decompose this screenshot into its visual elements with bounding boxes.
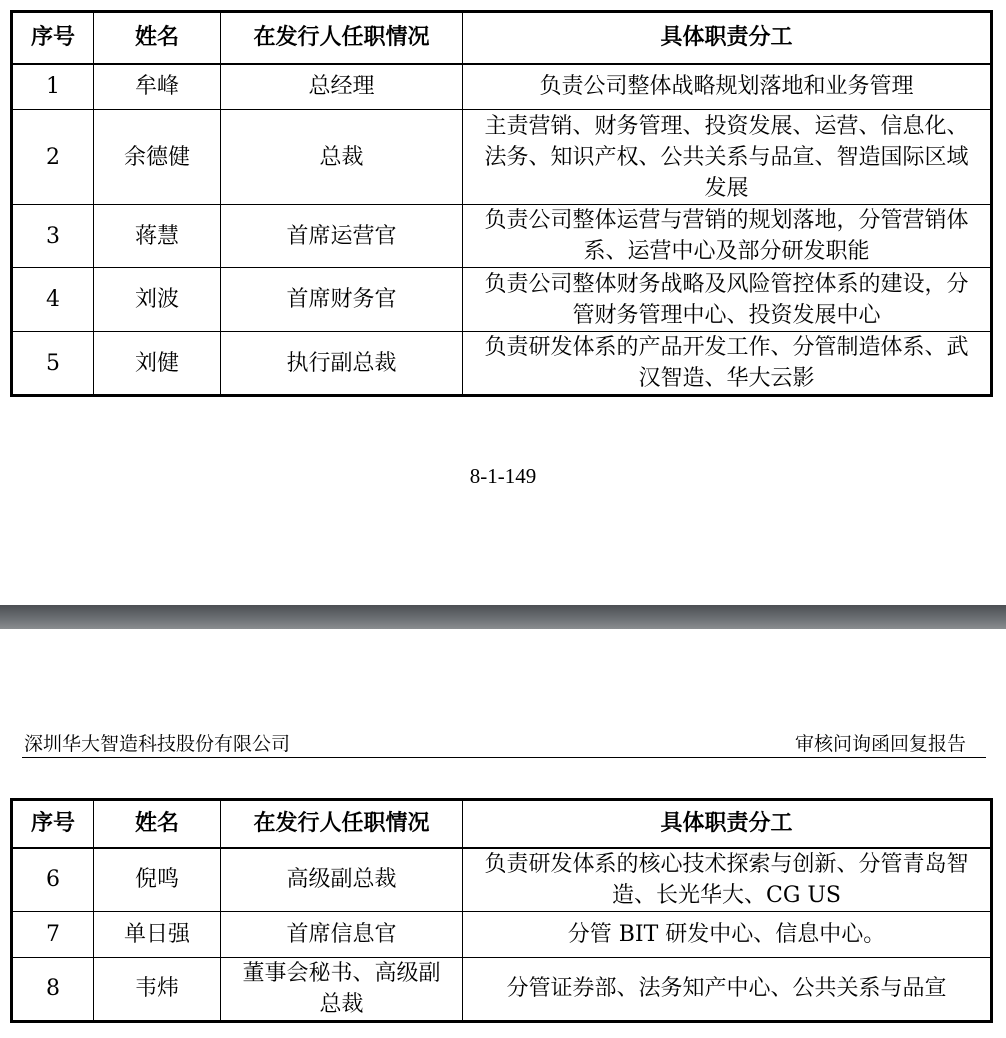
management-duties-table-bottom bbox=[10, 798, 993, 1023]
row-name: 余德健 bbox=[94, 110, 221, 205]
table-row bbox=[12, 205, 992, 268]
row-duties: 负责公司整体财务战略及风险管控体系的建设，分管财务管理中心、投资发展中心 bbox=[463, 268, 992, 332]
header-divider bbox=[22, 757, 986, 758]
row-position: 首席运营官 bbox=[221, 205, 463, 268]
row-duties: 分管证券部、法务知产中心、公共关系与品宣 bbox=[463, 957, 992, 1021]
row-position: 总裁 bbox=[221, 110, 463, 205]
row-duties: 负责研发体系的产品开发工作、分管制造体系、武汉智造、华大云影 bbox=[463, 332, 992, 396]
table-header-row bbox=[12, 800, 992, 848]
table-row bbox=[12, 848, 992, 912]
row-position: 高级副总裁 bbox=[221, 848, 463, 912]
table-row bbox=[12, 268, 992, 332]
header-duties: 具体职责分工 bbox=[463, 800, 992, 848]
row-position: 董事会秘书、高级副总裁 bbox=[221, 957, 463, 1021]
header-duties: 具体职责分工 bbox=[463, 12, 992, 64]
report-title: 审核问询函回复报告 bbox=[794, 733, 966, 755]
table-row bbox=[12, 911, 992, 957]
row-position: 总经理 bbox=[221, 64, 463, 110]
header-name: 姓名 bbox=[94, 12, 221, 64]
table-row bbox=[12, 110, 992, 205]
row-name: 倪鸣 bbox=[94, 848, 221, 912]
header-position: 在发行人任职情况 bbox=[221, 12, 463, 64]
row-index: 6 bbox=[12, 848, 94, 912]
row-name: 韦炜 bbox=[94, 957, 221, 1021]
row-name: 单日强 bbox=[94, 911, 221, 957]
page-separator bbox=[0, 605, 1006, 629]
row-index: 1 bbox=[12, 64, 94, 110]
header-name: 姓名 bbox=[94, 800, 221, 848]
row-index: 8 bbox=[12, 957, 94, 1021]
row-index: 3 bbox=[12, 205, 94, 268]
row-position: 首席信息官 bbox=[221, 911, 463, 957]
row-duties: 负责公司整体战略规划落地和业务管理 bbox=[463, 64, 992, 110]
row-position: 执行副总裁 bbox=[221, 332, 463, 396]
table-row bbox=[12, 957, 992, 1021]
header-index: 序号 bbox=[12, 800, 94, 848]
company-name: 深圳华大智造科技股份有限公司 bbox=[24, 733, 291, 755]
table-row bbox=[12, 64, 992, 110]
header-position: 在发行人任职情况 bbox=[221, 800, 463, 848]
row-position: 首席财务官 bbox=[221, 268, 463, 332]
table-header-row bbox=[12, 12, 992, 64]
management-duties-table-top bbox=[10, 10, 993, 397]
row-name: 蒋慧 bbox=[94, 205, 221, 268]
row-index: 2 bbox=[12, 110, 94, 205]
header-index: 序号 bbox=[12, 12, 94, 64]
row-name: 刘波 bbox=[94, 268, 221, 332]
row-duties: 主责营销、财务管理、投资发展、运营、信息化、法务、知识产权、公共关系与品宣、智造国际区域发展 bbox=[463, 110, 992, 205]
row-index: 4 bbox=[12, 268, 94, 332]
table-row bbox=[12, 332, 992, 396]
row-index: 5 bbox=[12, 332, 94, 396]
row-name: 牟峰 bbox=[94, 64, 221, 110]
row-duties: 负责公司整体运营与营销的规划落地，分管营销体系、运营中心及部分研发职能 bbox=[463, 205, 992, 268]
row-name: 刘健 bbox=[94, 332, 221, 396]
row-duties: 分管 BIT 研发中心、信息中心。 bbox=[463, 911, 992, 957]
row-index: 7 bbox=[12, 911, 94, 957]
row-duties: 负责研发体系的核心技术探索与创新、分管青岛智造、长光华大、CG US bbox=[463, 848, 992, 912]
page-number: 8-1-149 bbox=[469, 464, 537, 488]
